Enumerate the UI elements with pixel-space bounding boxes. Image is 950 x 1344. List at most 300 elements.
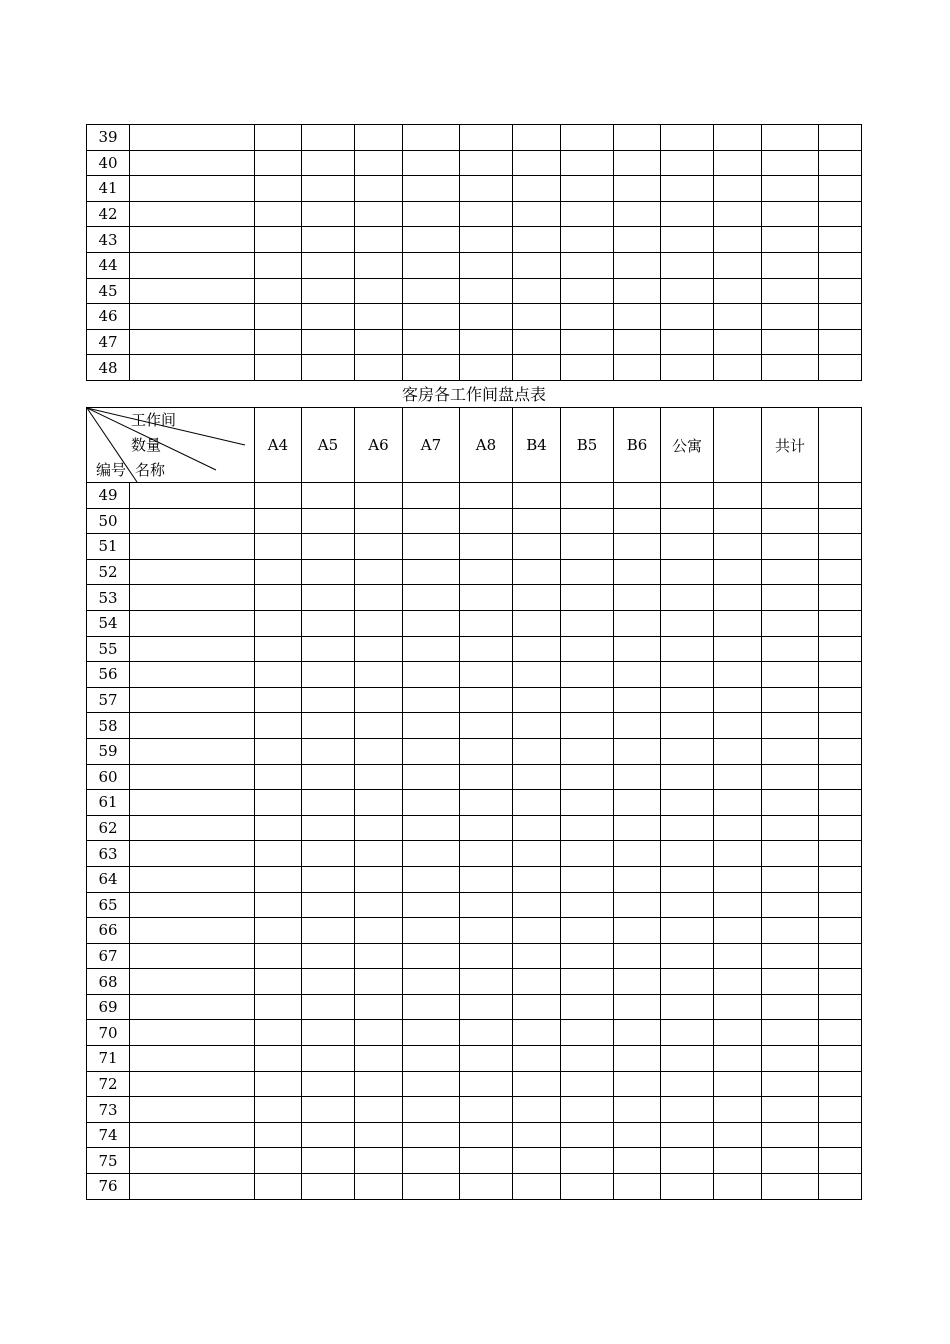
quantity-cell [762,176,819,202]
quantity-cell [255,559,302,585]
quantity-cell [403,1020,460,1046]
quantity-cell [460,815,513,841]
quantity-cell [460,1046,513,1072]
quantity-cell [513,252,561,278]
quantity-cell [714,866,762,892]
quantity-cell [614,559,661,585]
quantity-cell [513,355,561,381]
quantity-cell [355,201,403,227]
quantity-cell [460,508,513,534]
quantity-cell [355,585,403,611]
quantity-cell [255,994,302,1020]
quantity-cell [460,687,513,713]
quantity-cell [513,713,561,739]
quantity-cell [403,508,460,534]
quantity-cell [302,201,355,227]
quantity-cell [614,534,661,560]
quantity-cell [819,304,862,330]
quantity-cell [355,534,403,560]
quantity-cell [355,866,403,892]
quantity-cell [460,278,513,304]
quantity-cell [255,329,302,355]
quantity-cell [714,1174,762,1200]
quantity-cell [460,1122,513,1148]
quantity-cell [561,227,614,253]
quantity-cell [255,636,302,662]
quantity-cell [819,713,862,739]
row-number: 63 [87,841,130,867]
quantity-cell [661,1174,714,1200]
quantity-cell [403,355,460,381]
quantity-cell [561,764,614,790]
quantity-cell [355,687,403,713]
quantity-cell [561,534,614,560]
item-name-cell [130,790,255,816]
table-row [87,355,862,381]
quantity-cell [561,125,614,151]
quantity-cell [355,559,403,585]
row-number: 58 [87,713,130,739]
quantity-cell [460,227,513,253]
table-row [87,764,862,790]
quantity-cell [714,125,762,151]
table-row [87,636,862,662]
quantity-cell [513,304,561,330]
quantity-cell [819,227,862,253]
item-name-cell [130,483,255,509]
quantity-cell [614,201,661,227]
quantity-cell [661,1020,714,1046]
quantity-cell [302,636,355,662]
row-number: 68 [87,969,130,995]
quantity-cell [302,1046,355,1072]
quantity-cell [255,969,302,995]
quantity-cell [403,610,460,636]
quantity-cell [819,687,862,713]
quantity-cell [302,918,355,944]
quantity-cell [460,636,513,662]
item-name-cell [130,585,255,611]
quantity-cell [355,636,403,662]
quantity-cell [513,815,561,841]
row-number: 50 [87,508,130,534]
item-name-cell [130,866,255,892]
row-number: 73 [87,1097,130,1123]
quantity-cell [762,534,819,560]
quantity-cell [614,815,661,841]
quantity-cell [302,329,355,355]
quantity-cell [819,559,862,585]
quantity-cell [762,1122,819,1148]
quantity-cell [819,278,862,304]
quantity-cell [255,1148,302,1174]
quantity-cell [460,713,513,739]
quantity-cell [762,278,819,304]
quantity-cell [762,1020,819,1046]
quantity-cell [513,994,561,1020]
quantity-cell [302,1122,355,1148]
quantity-cell [614,1097,661,1123]
quantity-cell [714,636,762,662]
quantity-cell [355,815,403,841]
table-row [87,585,862,611]
table-row [87,176,862,202]
quantity-cell [661,969,714,995]
quantity-cell [819,918,862,944]
quantity-cell [460,1071,513,1097]
quantity-cell [614,636,661,662]
quantity-cell [302,943,355,969]
quantity-cell [403,252,460,278]
quantity-cell [819,585,862,611]
item-name-cell [130,994,255,1020]
column-header: 公寓 [661,408,714,483]
quantity-cell [819,483,862,509]
quantity-cell [403,150,460,176]
item-name-cell [130,125,255,151]
quantity-cell [762,790,819,816]
quantity-cell [561,329,614,355]
item-name-cell [130,227,255,253]
quantity-cell [460,943,513,969]
quantity-cell [714,994,762,1020]
quantity-cell [614,841,661,867]
quantity-cell [355,943,403,969]
quantity-cell [661,252,714,278]
quantity-cell [819,610,862,636]
quantity-cell [661,1097,714,1123]
quantity-cell [403,687,460,713]
table-row [87,329,862,355]
quantity-cell [403,662,460,688]
quantity-cell [614,662,661,688]
row-number: 75 [87,1148,130,1174]
quantity-cell [302,227,355,253]
quantity-cell [614,918,661,944]
quantity-cell [714,483,762,509]
quantity-cell [819,1046,862,1072]
quantity-cell [255,713,302,739]
table-row [87,508,862,534]
quantity-cell [355,790,403,816]
quantity-cell [513,892,561,918]
quantity-cell [403,201,460,227]
quantity-cell [714,1071,762,1097]
quantity-cell [714,943,762,969]
row-number: 56 [87,662,130,688]
quantity-cell [460,1097,513,1123]
quantity-cell [819,508,862,534]
quantity-cell [302,841,355,867]
quantity-cell [355,1122,403,1148]
quantity-cell [403,815,460,841]
quantity-cell [762,1097,819,1123]
item-name-cell [130,1122,255,1148]
item-name-cell [130,278,255,304]
quantity-cell [762,1071,819,1097]
quantity-cell [460,841,513,867]
quantity-cell [714,662,762,688]
quantity-cell [561,252,614,278]
quantity-cell [355,355,403,381]
quantity-cell [513,1046,561,1072]
quantity-cell [302,1020,355,1046]
quantity-cell [255,866,302,892]
table-row [87,278,862,304]
quantity-cell [819,636,862,662]
quantity-cell [255,662,302,688]
quantity-cell [513,943,561,969]
quantity-cell [762,483,819,509]
quantity-cell [403,969,460,995]
quantity-cell [614,687,661,713]
row-number: 67 [87,943,130,969]
quantity-cell [561,1071,614,1097]
item-name-cell [130,534,255,560]
quantity-cell [403,1097,460,1123]
column-header: 共计 [762,408,819,483]
quantity-cell [762,329,819,355]
quantity-cell [460,918,513,944]
quantity-cell [714,329,762,355]
quantity-cell [302,866,355,892]
quantity-cell [714,278,762,304]
quantity-cell [714,150,762,176]
quantity-cell [403,841,460,867]
item-name-cell [130,841,255,867]
quantity-cell [762,201,819,227]
quantity-cell [460,1020,513,1046]
quantity-cell [714,585,762,611]
quantity-cell [255,125,302,151]
column-header: B6 [614,408,661,483]
row-number: 54 [87,610,130,636]
quantity-cell [714,304,762,330]
table-title: 客房各工作间盘点表 [401,385,546,404]
row-number: 51 [87,534,130,560]
quantity-cell [561,815,614,841]
quantity-cell [661,1071,714,1097]
quantity-cell [460,892,513,918]
row-number: 44 [87,252,130,278]
quantity-cell [403,892,460,918]
quantity-cell [355,610,403,636]
item-name-cell [130,918,255,944]
table-row [87,790,862,816]
quantity-cell [661,329,714,355]
quantity-cell [302,150,355,176]
quantity-cell [302,304,355,330]
row-number: 43 [87,227,130,253]
quantity-cell [714,534,762,560]
quantity-cell [819,815,862,841]
table-row [87,815,862,841]
quantity-cell [302,559,355,585]
table-row [87,125,862,151]
quantity-cell [661,304,714,330]
quantity-cell [513,610,561,636]
quantity-cell [762,1046,819,1072]
quantity-cell [661,559,714,585]
quantity-cell [614,252,661,278]
quantity-cell [403,1122,460,1148]
quantity-cell [661,662,714,688]
inventory-table-bottom [86,407,862,1200]
quantity-cell [302,969,355,995]
row-number: 72 [87,1071,130,1097]
quantity-cell [561,610,614,636]
quantity-cell [661,815,714,841]
quantity-cell [403,278,460,304]
quantity-cell [561,841,614,867]
quantity-cell [762,585,819,611]
quantity-cell [403,1046,460,1072]
quantity-cell [614,1071,661,1097]
quantity-cell [302,610,355,636]
quantity-cell [403,994,460,1020]
quantity-cell [255,790,302,816]
quantity-cell [302,1071,355,1097]
quantity-cell [561,559,614,585]
table-row [87,943,862,969]
quantity-cell [614,304,661,330]
quantity-cell [255,1097,302,1123]
quantity-cell [714,252,762,278]
quantity-cell [714,1122,762,1148]
quantity-cell [561,201,614,227]
quantity-cell [513,227,561,253]
table-row [87,892,862,918]
row-number: 60 [87,764,130,790]
item-name-cell [130,969,255,995]
table-row [87,1097,862,1123]
quantity-cell [355,1174,403,1200]
quantity-cell [255,483,302,509]
quantity-cell [561,969,614,995]
quantity-cell [513,738,561,764]
quantity-cell [819,764,862,790]
quantity-cell [819,892,862,918]
quantity-cell [460,355,513,381]
item-name-cell [130,201,255,227]
quantity-cell [460,252,513,278]
table-row [87,534,862,560]
quantity-cell [403,227,460,253]
diag-label-workroom: 工作间 [131,411,177,429]
quantity-cell [561,943,614,969]
quantity-cell [513,1020,561,1046]
row-number: 47 [87,329,130,355]
quantity-cell [762,764,819,790]
quantity-cell [714,841,762,867]
row-number: 59 [87,738,130,764]
quantity-cell [302,534,355,560]
item-name-cell [130,1148,255,1174]
quantity-cell [614,125,661,151]
quantity-cell [513,841,561,867]
quantity-cell [460,304,513,330]
quantity-cell [460,662,513,688]
quantity-cell [513,918,561,944]
quantity-cell [661,892,714,918]
quantity-cell [302,994,355,1020]
quantity-cell [255,1122,302,1148]
quantity-cell [661,687,714,713]
quantity-cell [403,585,460,611]
quantity-cell [561,1174,614,1200]
table-row [87,994,862,1020]
quantity-cell [513,1174,561,1200]
table-row [87,1046,862,1072]
column-header: A8 [460,408,513,483]
quantity-cell [714,227,762,253]
quantity-cell [714,790,762,816]
quantity-cell [255,815,302,841]
quantity-cell [819,1020,862,1046]
quantity-cell [819,1097,862,1123]
quantity-cell [561,662,614,688]
quantity-cell [255,227,302,253]
quantity-cell [255,585,302,611]
table-row [87,150,862,176]
quantity-cell [714,713,762,739]
quantity-cell [661,201,714,227]
quantity-cell [762,994,819,1020]
quantity-cell [355,892,403,918]
quantity-cell [255,355,302,381]
quantity-cell [403,764,460,790]
quantity-cell [302,252,355,278]
quantity-cell [403,866,460,892]
quantity-cell [255,150,302,176]
quantity-cell [762,610,819,636]
quantity-cell [255,943,302,969]
quantity-cell [714,1046,762,1072]
quantity-cell [460,483,513,509]
quantity-cell [460,201,513,227]
row-number: 76 [87,1174,130,1200]
quantity-cell [819,1148,862,1174]
quantity-cell [513,201,561,227]
quantity-cell [714,687,762,713]
quantity-cell [302,713,355,739]
quantity-cell [661,355,714,381]
row-number: 55 [87,636,130,662]
quantity-cell [762,866,819,892]
quantity-cell [714,355,762,381]
item-name-cell [130,1174,255,1200]
column-header: A7 [403,408,460,483]
quantity-cell [460,150,513,176]
quantity-cell [302,125,355,151]
quantity-cell [403,304,460,330]
quantity-cell [513,508,561,534]
quantity-cell [762,508,819,534]
quantity-cell [460,969,513,995]
row-number: 69 [87,994,130,1020]
quantity-cell [255,176,302,202]
quantity-cell [255,252,302,278]
quantity-cell [714,1020,762,1046]
quantity-cell [355,738,403,764]
quantity-cell [513,534,561,560]
quantity-cell [355,1046,403,1072]
quantity-cell [302,1148,355,1174]
quantity-cell [614,969,661,995]
quantity-cell [513,764,561,790]
quantity-cell [714,815,762,841]
quantity-cell [614,713,661,739]
